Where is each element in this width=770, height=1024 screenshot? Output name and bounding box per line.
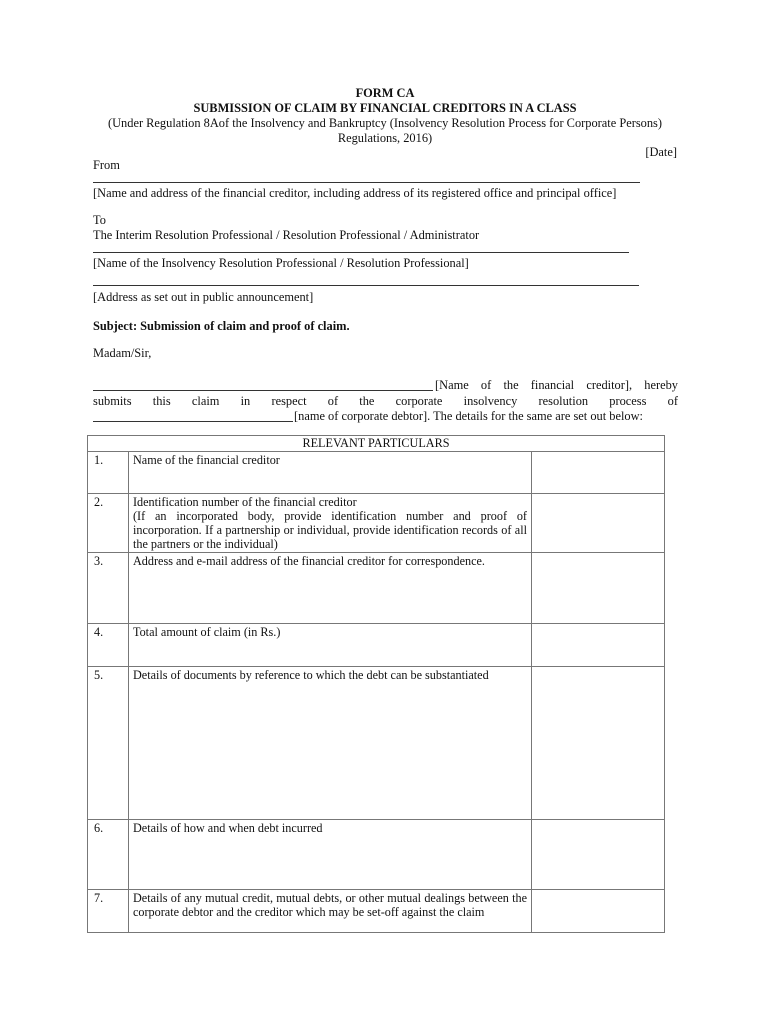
row-value-cell[interactable] [532,452,665,494]
salutation: Madam/Sir, [93,346,152,360]
body-line-3: [name of corporate debtor]. The details for the same are set out below: [294,409,643,423]
form-number: FORM CA [355,86,415,100]
body-line-1: [Name of the financial creditor], hereby [435,378,678,392]
to-name-blank-line [93,252,629,253]
particulars-table [87,435,665,933]
debtor-blank-line [93,421,293,422]
subject-line [93,319,350,334]
to-name-placeholder: [Name of the Insolvency Resolution Professional / Resolution Professional] [93,256,469,270]
row-description-sub: (If an incorporated body, provide identification number and proof of incorporation. If a partnership or individual, provide identification records of all the partners or the individual) [133,509,527,551]
table-heading: RELEVANT PARTICULARS [88,436,665,452]
row-number: 1. [88,452,129,494]
row-number: 5. [88,667,129,820]
regulation-line-2: Regulations, 2016) [337,131,433,145]
body-line-2: submits this claim in respect of the corporate insolvency resolution process of [93,394,678,408]
to-recipient: The Interim Resolution Professional / Resolution Professional / Administrator [93,228,480,242]
row-number: 3. [88,553,129,624]
row-description [129,494,532,553]
creditor-blank-line [93,390,433,391]
to-address-blank-line [93,285,639,286]
from-name-address: [Name and address of the financial creditor, including address of its registered office and principal office] [93,186,617,200]
row-description-main: Identification number of the financial creditor [133,495,357,509]
row-value-cell[interactable] [532,890,665,933]
date-placeholder: [Date] [645,145,677,159]
to-label: To [93,213,106,227]
row-value-cell[interactable] [532,624,665,667]
table-row [88,494,665,553]
row-description: Address and e-mail address of the financial creditor for correspondence. [129,553,532,624]
row-description: Total amount of claim (in Rs.) [129,624,532,667]
row-number: 6. [88,820,129,890]
row-value-cell[interactable] [532,494,665,553]
from-blank-line [93,182,640,183]
table-row [88,452,665,494]
row-number: 4. [88,624,129,667]
from-label: From [93,158,120,172]
form-title: SUBMISSION OF CLAIM BY FINANCIAL CREDITORS IN A CLASS [193,101,577,115]
row-description: Details of any mutual credit, mutual debts, or other mutual dealings between the corporate debtor and the creditor which may be set-off against the claim [129,890,532,933]
row-value-cell[interactable] [532,553,665,624]
table-row [88,890,665,933]
row-description: Details of how and when debt incurred [129,820,532,890]
table-row [88,624,665,667]
table-row [88,667,665,820]
row-number: 2. [88,494,129,553]
to-address-placeholder: [Address as set out in public announcement] [93,290,314,304]
row-description: Name of the financial creditor [129,452,532,494]
row-number: 7. [88,890,129,933]
row-value-cell[interactable] [532,667,665,820]
table-heading-row [88,436,665,452]
subject-label: Subject [93,319,133,333]
regulation-line-1: (Under Regulation 8Aof the Insolvency and Bankruptcy (Insolvency Resolution Process for Corporate Persons) [107,116,662,130]
row-value-cell[interactable] [532,820,665,890]
subject-text: : Submission of claim and proof of claim. [132,319,350,333]
table-row [88,820,665,890]
table-row [88,553,665,624]
row-description: Details of documents by reference to which the debt can be substantiated [129,667,532,820]
